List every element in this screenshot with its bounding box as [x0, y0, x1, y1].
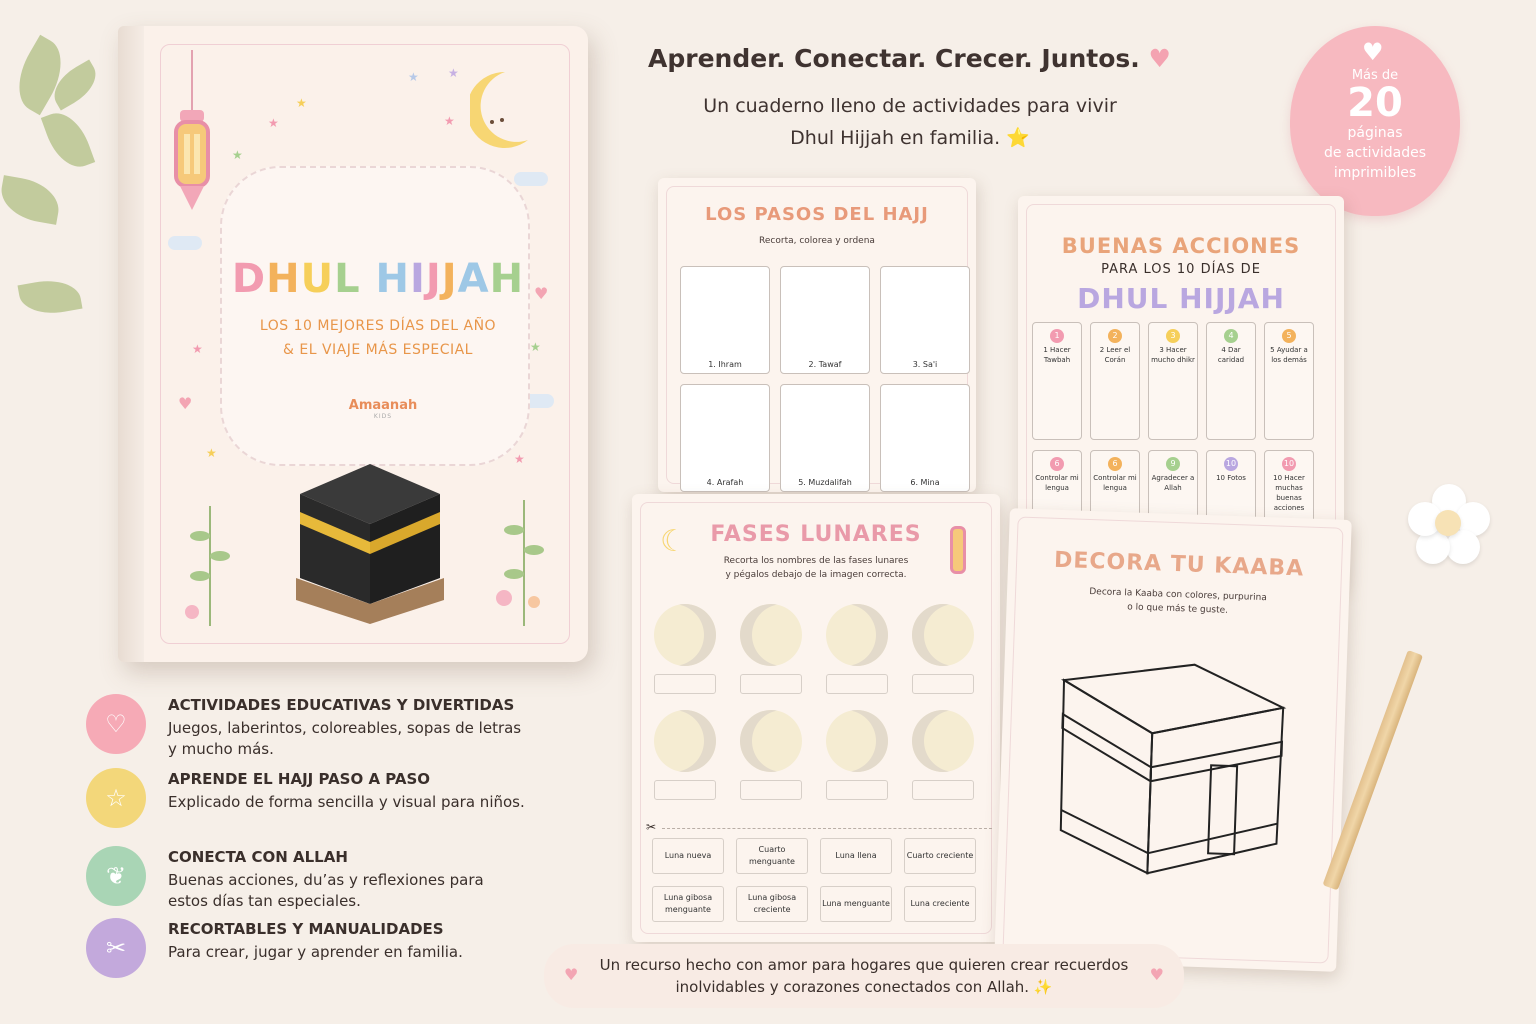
- moon-label-box: [654, 780, 716, 800]
- moon-phase-icon: [912, 604, 974, 666]
- sheet-title: DECORA TU KAABA: [1053, 547, 1305, 582]
- hajj-step-label: 4. Arafah: [706, 478, 744, 487]
- moon-label-box: [912, 674, 974, 694]
- crescent-moon-icon: [470, 70, 530, 150]
- kaaba-illustration: [290, 454, 450, 624]
- good-deed-number: 2: [1108, 329, 1122, 343]
- good-deed-card: [1148, 322, 1198, 440]
- sheet-title: DHUL HIJJAH: [1077, 282, 1285, 315]
- good-deed-card: [1090, 322, 1140, 440]
- moon-phase-icon: [826, 710, 888, 772]
- moon-phase-icon: [740, 604, 802, 666]
- cover-subtitle: [228, 314, 528, 362]
- hajj-step-card: [880, 266, 970, 374]
- good-deed-card: [1264, 322, 1314, 440]
- heart-icon: ♥: [564, 965, 579, 984]
- moon-phase-icon: [654, 604, 716, 666]
- moon-label-box: [740, 780, 802, 800]
- hajj-step-label: 2. Tawaf: [808, 360, 842, 369]
- heart-icon: ♥: [1148, 44, 1171, 73]
- star-icon: ★: [296, 96, 307, 110]
- hajj-step-label: 6. Mina: [910, 478, 940, 487]
- moon-cutout-label: Luna gibosa menguante: [652, 886, 724, 922]
- moon-cutout-label: Luna gibosa creciente: [736, 886, 808, 922]
- good-deed-number: 1: [1050, 329, 1064, 343]
- moon-label-box: [826, 674, 888, 694]
- good-deed-label: 1 Hacer Tawbah: [1043, 346, 1071, 364]
- good-deed-number: 3: [1166, 329, 1180, 343]
- scissors-icon: ✂: [646, 820, 657, 834]
- good-deed-label: 10 Hacer muchas buenas acciones: [1273, 474, 1305, 512]
- flower-decoration: [1408, 484, 1490, 566]
- feature-line: Juegos, laberintos, coloreables, sopas de letras: [168, 719, 522, 737]
- feature-description: [168, 870, 548, 912]
- brand-sub: KIDS: [373, 413, 393, 420]
- heart-icon: ♥: [1149, 965, 1164, 984]
- star-icon: ★: [514, 452, 525, 466]
- moon-cutout-label: Luna nueva: [652, 838, 724, 874]
- hajj-step-card: [780, 384, 870, 492]
- good-deed-number: 6: [1108, 457, 1122, 471]
- good-deed-label: 5 Ayudar a los demás: [1270, 346, 1308, 364]
- hajj-step-label: 3. Sa'i: [912, 360, 938, 369]
- heart-icon: ♥: [1362, 38, 1384, 66]
- sheet-subtitle: Recorta los nombres de las fases lunares: [723, 556, 909, 566]
- scissors-icon: ✂: [86, 918, 146, 978]
- moon-cutout-label: Luna llena: [820, 838, 892, 874]
- sheet-subtitle: y pégalos debajo de la imagen correcta.: [725, 570, 907, 580]
- good-deed-label: 3 Hacer mucho dhikr: [1151, 346, 1195, 364]
- decorate-kaaba-sheet: [994, 508, 1352, 972]
- moon-cutout-label: Cuarto creciente: [904, 838, 976, 874]
- good-deed-number: 4: [1224, 329, 1238, 343]
- footer-line: Un recurso hecho con amor para hogares que quieren crear recuerdos: [599, 956, 1129, 974]
- hajj-steps-sheet: [658, 178, 976, 492]
- feature-title: ACTIVIDADES EDUCATIVAS Y DIVERTIDAS: [168, 696, 515, 714]
- good-deed-label: Agradecer a Allah: [1151, 474, 1195, 492]
- leaf-decoration: [18, 275, 83, 319]
- footer-line: inolvidables y corazones conectados con Allah. ✨: [675, 978, 1053, 996]
- feature-description: [168, 792, 548, 813]
- crescent-moon-icon: ☾: [660, 524, 687, 559]
- leaf-decoration: [41, 106, 95, 175]
- good-deed-number: 10: [1282, 457, 1296, 471]
- sheet-subtitle: Recorta, colorea y ordena: [759, 236, 875, 246]
- moon-label-box: [654, 674, 716, 694]
- headline-text: Aprender. Conectar. Crecer. Juntos.: [648, 44, 1140, 73]
- hajj-step-card: [680, 266, 770, 374]
- sheet-subtitle: PARA LOS 10 DÍAS DE: [1101, 262, 1261, 277]
- badge-top: Más de: [1351, 68, 1399, 83]
- heart-icon: ♡: [86, 694, 146, 754]
- star-icon: ★: [206, 446, 217, 460]
- headline: [648, 44, 1171, 73]
- leaf-decoration: [0, 175, 63, 225]
- sheet-subtitle: Decora la Kaaba con colores, purpurina: [1089, 586, 1267, 604]
- hajj-step-card: [880, 384, 970, 492]
- cloud-icon: [514, 172, 548, 186]
- good-deed-label: Controlar mi lengua: [1035, 474, 1079, 492]
- feature-line: Buenas acciones, du’as y reflexiones para: [168, 871, 484, 889]
- good-deed-number: 10: [1224, 457, 1238, 471]
- cover-subtitle-line: LOS 10 MEJORES DÍAS DEL AÑO: [259, 318, 497, 334]
- sheet-title: FASES LUNARES: [710, 522, 922, 547]
- star-icon: ★: [530, 340, 541, 354]
- feature-line: Explicado de forma sencilla y visual para niños.: [168, 793, 525, 811]
- star-icon: ★: [192, 342, 203, 356]
- cover-title: DHUL HIJJAH: [231, 256, 525, 302]
- moon-label-box: [826, 780, 888, 800]
- cover-subtitle-line: & EL VIAJE MÁS ESPECIAL: [283, 342, 473, 358]
- star-icon: ☆: [86, 768, 146, 828]
- sheet-subtitle: o lo que más te guste.: [1127, 602, 1229, 616]
- good-deed-label: Controlar mi lengua: [1093, 474, 1137, 492]
- good-deed-number: 5: [1282, 329, 1296, 343]
- star-icon: ★: [268, 116, 279, 130]
- subheadline: [600, 90, 1220, 154]
- sheet-title: LOS PASOS DEL HAJJ: [705, 204, 929, 225]
- feature-description: [168, 718, 548, 760]
- feature-line: estos días tan especiales.: [168, 892, 361, 910]
- cut-line: [662, 828, 992, 829]
- feature-title: CONECTA CON ALLAH: [168, 848, 348, 866]
- feature-description: [168, 942, 548, 963]
- hajj-step-label: 5. Muzdalifah: [798, 478, 852, 487]
- good-deed-number: 9: [1166, 457, 1180, 471]
- sheet-title: BUENAS ACCIONES: [1061, 234, 1301, 258]
- badge-line: de actividades: [1323, 145, 1427, 161]
- moon-phase-icon: [654, 710, 716, 772]
- hajj-step-label: 1. Ihram: [708, 360, 742, 369]
- book-cover: [118, 26, 588, 662]
- feature-title: RECORTABLES Y MANUALIDADES: [168, 920, 444, 938]
- good-deed-label: 4 Dar caridad: [1217, 346, 1245, 364]
- lantern-icon: [170, 50, 214, 220]
- subheadline-line: Un cuaderno lleno de actividades para vivir: [703, 95, 1117, 117]
- book-spine: [118, 26, 144, 662]
- moon-phase-icon: [826, 604, 888, 666]
- sprout-icon: ❦: [86, 846, 146, 906]
- good-deed-label: 2 Leer el Corán: [1099, 346, 1131, 364]
- star-icon: ★: [448, 66, 459, 80]
- good-deed-card: [1206, 322, 1256, 440]
- star-icon: ★: [408, 70, 419, 84]
- badge-line: páginas: [1347, 125, 1403, 141]
- badge-number: 20: [1347, 80, 1403, 126]
- star-icon: ★: [232, 148, 243, 162]
- good-deed-card: [1032, 322, 1082, 440]
- cloud-icon: [168, 236, 202, 250]
- brand-name: Amaanah: [348, 398, 418, 413]
- feature-title: APRENDE EL HAJJ PASO A PASO: [168, 770, 431, 788]
- feature-line: y mucho más.: [168, 740, 274, 758]
- footer-message: [544, 944, 1184, 1008]
- pages-badge: [1290, 26, 1460, 216]
- good-deed-label: 10 Fotos: [1216, 474, 1246, 482]
- star-icon: ★: [444, 114, 455, 128]
- heart-icon: ♥: [178, 394, 193, 413]
- moon-label-box: [740, 674, 802, 694]
- moon-cutout-label: Cuarto menguante: [736, 838, 808, 874]
- moon-cutout-label: Luna creciente: [904, 886, 976, 922]
- moon-phase-icon: [740, 710, 802, 772]
- moon-phases-sheet: [632, 494, 1000, 942]
- subheadline-line: Dhul Hijjah en familia. ⭐: [790, 127, 1030, 149]
- hajj-step-card: [680, 384, 770, 492]
- badge-line: imprimibles: [1333, 165, 1417, 181]
- moon-phase-icon: [912, 710, 974, 772]
- moon-label-box: [912, 780, 974, 800]
- hajj-step-card: [780, 266, 870, 374]
- plant-decoration: [474, 490, 554, 626]
- feature-line: Para crear, jugar y aprender en familia.: [168, 943, 463, 961]
- kaaba-outline-illustration: [1037, 639, 1305, 888]
- heart-icon: ♥: [534, 284, 549, 303]
- brand-logo: [318, 398, 448, 420]
- moon-cutout-label: Luna menguante: [820, 886, 892, 922]
- plant-decoration: [180, 496, 240, 626]
- good-deed-number: 6: [1050, 457, 1064, 471]
